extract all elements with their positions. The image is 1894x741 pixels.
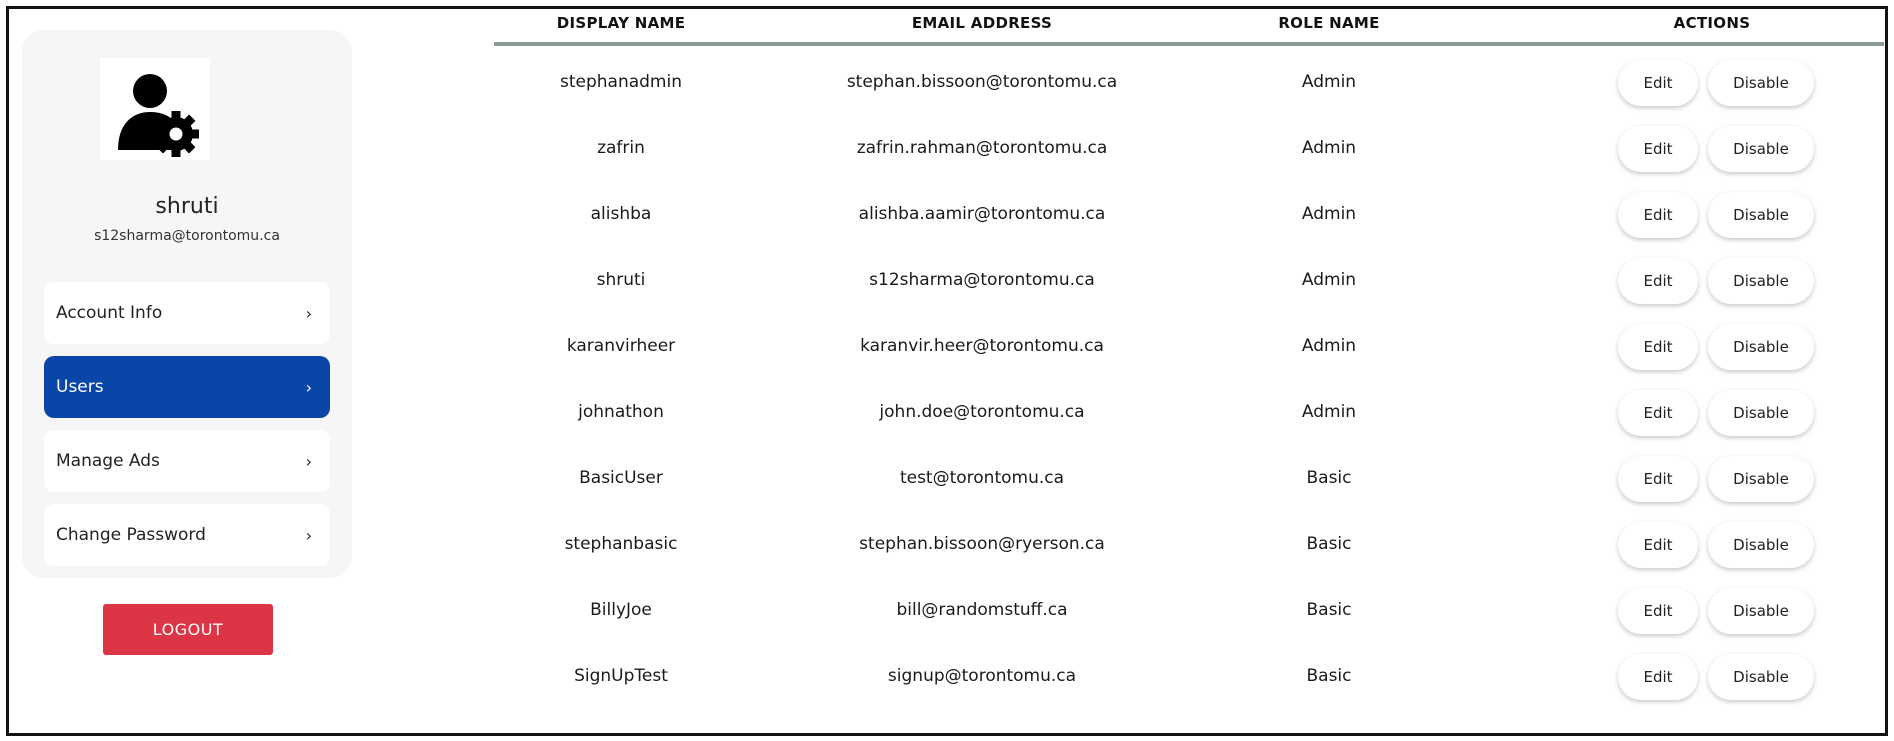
disable-button[interactable]: Disable [1708,258,1814,304]
chevron-right-icon: › [305,525,312,545]
sidebar-nav [22,0,352,578]
column-header-display-name: DISPLAY NAME [556,14,686,32]
table-row [494,248,1884,314]
edit-button[interactable]: Edit [1618,324,1698,370]
role-cell: Admin [1301,336,1357,356]
disable-button[interactable]: Disable [1708,588,1814,634]
table-row [494,182,1884,248]
display-name-cell: alishba [590,204,652,224]
email-cell: stephan.bissoon@torontomu.ca [846,72,1118,92]
role-cell: Admin [1301,138,1357,158]
email-cell: karanvir.heer@torontomu.ca [860,336,1104,356]
disable-button[interactable]: Disable [1708,60,1814,106]
role-cell: Basic [1306,600,1352,620]
table-row [494,380,1884,446]
sidebar-item-change-password[interactable] [44,504,330,566]
display-name-cell: BasicUser [579,468,663,488]
display-name-cell: stephanadmin [559,72,682,92]
sidebar-item-label: Manage Ads [56,451,160,471]
profile-name: shruti [155,194,219,219]
table-row [494,644,1884,710]
sidebar-item-label: Change Password [56,525,206,545]
disable-button[interactable]: Disable [1708,654,1814,700]
email-cell: alishba.aamir@torontomu.ca [858,204,1106,224]
role-cell: Basic [1306,468,1352,488]
email-cell: signup@torontomu.ca [887,666,1077,686]
column-header-role: ROLE NAME [1278,14,1380,32]
chevron-right-icon: › [305,451,312,471]
display-name-cell: zafrin [597,138,645,158]
disable-button[interactable]: Disable [1708,456,1814,502]
sidebar-item-manage-ads[interactable] [44,430,330,492]
sidebar-item-account-info[interactable] [44,282,330,344]
display-name-cell: stephanbasic [564,534,678,554]
table-row [494,314,1884,380]
column-header-actions: ACTIONS [1673,14,1751,32]
display-name-cell: shruti [596,270,646,290]
role-cell: Admin [1301,270,1357,290]
edit-button[interactable]: Edit [1618,258,1698,304]
edit-button[interactable]: Edit [1618,126,1698,172]
edit-button[interactable]: Edit [1618,192,1698,238]
chevron-right-icon: › [305,377,312,397]
role-cell: Admin [1301,402,1357,422]
email-cell: s12sharma@torontomu.ca [869,270,1095,290]
edit-button[interactable]: Edit [1618,522,1698,568]
sidebar-item-label: Account Info [56,303,163,323]
email-cell: bill@randomstuff.ca [896,600,1068,620]
table-row [494,578,1884,644]
logout-button[interactable]: LOGOUT [103,604,273,655]
table-header [494,6,1884,46]
display-name-cell: karanvirheer [566,336,676,356]
edit-button[interactable]: Edit [1618,654,1698,700]
sidebar-item-users[interactable] [44,356,330,418]
email-cell: stephan.bissoon@ryerson.ca [859,534,1105,554]
edit-button[interactable]: Edit [1618,588,1698,634]
disable-button[interactable]: Disable [1708,126,1814,172]
disable-button[interactable]: Disable [1708,390,1814,436]
table-row [494,446,1884,512]
table-row [494,116,1884,182]
role-cell: Basic [1306,666,1352,686]
edit-button[interactable]: Edit [1618,60,1698,106]
sidebar-item-label: Users [56,377,104,397]
display-name-cell: johnathon [578,402,664,422]
profile-email: s12sharma@torontomu.ca [94,228,280,244]
disable-button[interactable]: Disable [1708,192,1814,238]
role-cell: Basic [1306,534,1352,554]
table-row [494,50,1884,116]
edit-button[interactable]: Edit [1618,390,1698,436]
chevron-right-icon: › [305,303,312,323]
display-name-cell: BillyJoe [590,600,652,620]
email-cell: test@torontomu.ca [899,468,1065,488]
disable-button[interactable]: Disable [1708,324,1814,370]
users-table [494,6,1884,686]
table-row [494,512,1884,578]
column-header-email: EMAIL ADDRESS [911,14,1053,32]
disable-button[interactable]: Disable [1708,522,1814,568]
role-cell: Admin [1301,204,1357,224]
edit-button[interactable]: Edit [1618,456,1698,502]
display-name-cell: SignUpTest [574,666,668,686]
email-cell: john.doe@torontomu.ca [879,402,1085,422]
role-cell: Admin [1301,72,1357,92]
email-cell: zafrin.rahman@torontomu.ca [856,138,1108,158]
